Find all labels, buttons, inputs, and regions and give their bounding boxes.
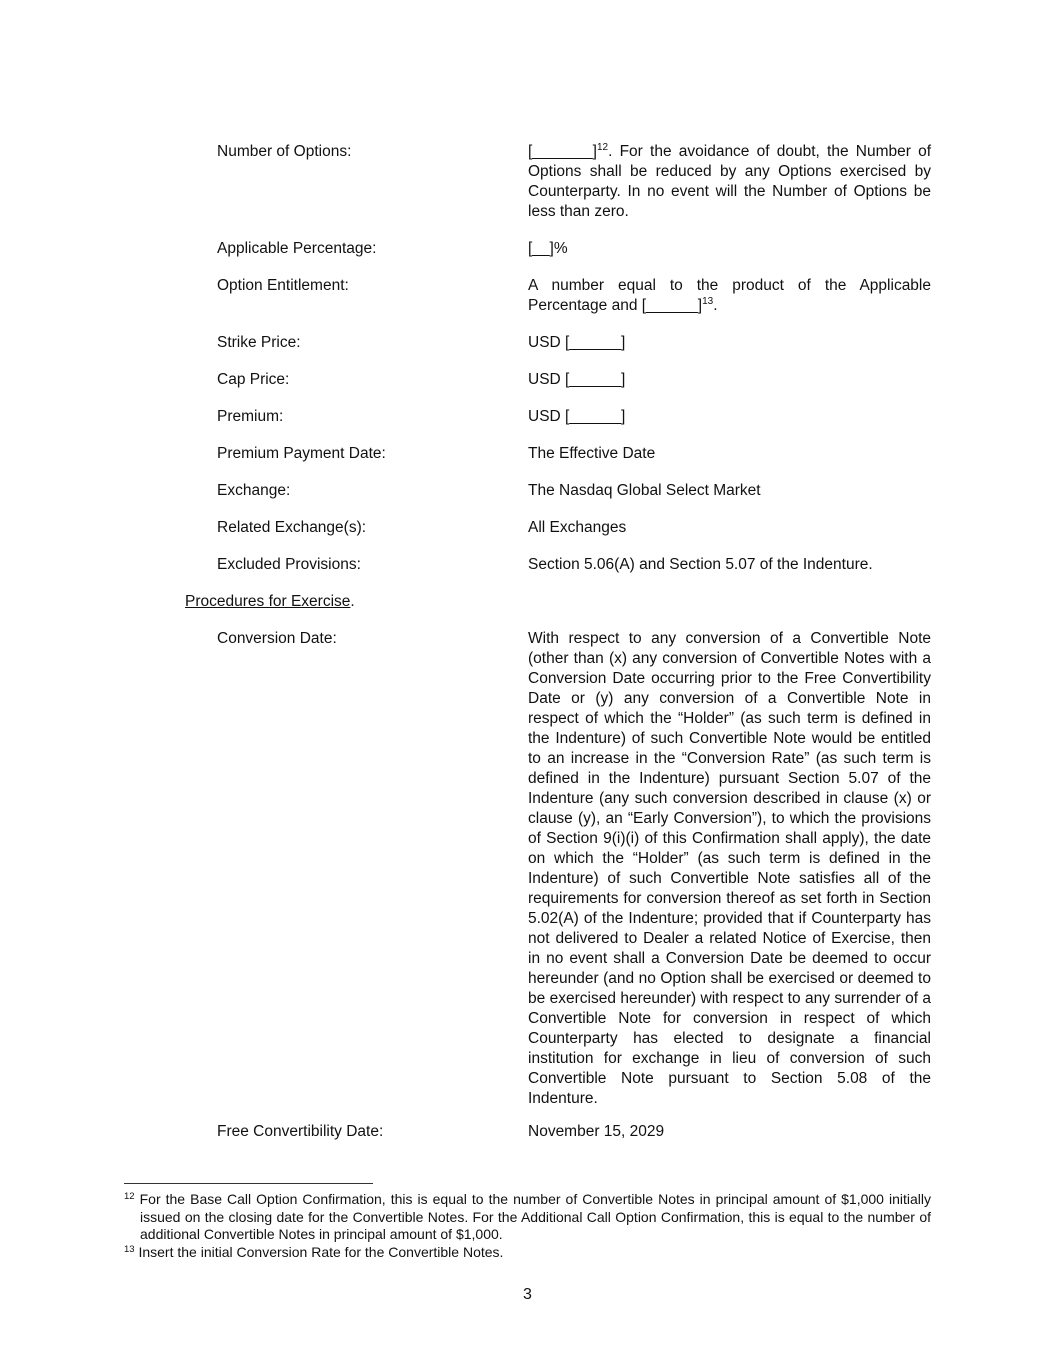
term-label: Exchange: bbox=[217, 482, 291, 499]
footnote-ref[interactable]: 13 bbox=[702, 296, 714, 307]
term-value: Section 5.06(A) and Section 5.07 of the Indenture. bbox=[528, 556, 873, 573]
term-text: A number equal to the product of the Applicable Percentage and [______] bbox=[528, 277, 931, 314]
term-label: Free Convertibility Date: bbox=[217, 1123, 384, 1140]
footnote-text: Insert the initial Conversion Rate for the Convertible Notes. bbox=[138, 1243, 504, 1260]
term-value bbox=[528, 276, 931, 316]
term-value: The Effective Date bbox=[528, 445, 656, 462]
term-value bbox=[528, 142, 931, 222]
term-label: Cap Price: bbox=[217, 371, 290, 388]
term-value: USD [______] bbox=[528, 371, 626, 388]
term-label: Conversion Date: bbox=[217, 630, 337, 647]
term-label: Number of Options: bbox=[217, 143, 352, 160]
footnote-ref[interactable]: 12 bbox=[596, 142, 609, 153]
term-value: All Exchanges bbox=[528, 519, 627, 536]
term-value: The Nasdaq Global Select Market bbox=[528, 482, 761, 499]
term-label: Option Entitlement: bbox=[217, 277, 349, 294]
term-text-tail: . bbox=[713, 297, 718, 314]
footnote-number: 13 bbox=[124, 1243, 135, 1255]
term-value: November 15, 2029 bbox=[528, 1123, 665, 1140]
blank-field: [_______] bbox=[528, 143, 597, 160]
footnote bbox=[124, 1191, 931, 1244]
footnotes bbox=[124, 1191, 931, 1261]
footnote-number: 12 bbox=[124, 1191, 135, 1202]
term-label: Excluded Provisions: bbox=[217, 556, 361, 573]
term-label: Applicable Percentage: bbox=[217, 240, 377, 257]
term-value: USD [______] bbox=[528, 408, 626, 425]
section-heading-text: Procedures for Exercise bbox=[185, 593, 351, 610]
term-label: Premium Payment Date: bbox=[217, 445, 386, 462]
term-label: Strike Price: bbox=[217, 334, 301, 351]
term-value: With respect to any conversion of a Convertible Note (other than (x) any conversion of Convertible Notes with a Conversion Date occurring prior to the Free Convertibility Date or (y) any conversion of a Convertible Note in respect of which the “Holder” (as such term is defined in the Indenture) of such Convertible Note would be entitled to an increase in the “Conversion Rate” (as such term is defined in the Indenture) pursuant Section 5.07 of the Indenture (any such conversion described in clause (x) or clause (y), an “Early Conversion”), to which the provisions of Section 9(i)(i) of this Confirmation shall apply), the date on which the “Holder” (as such term is defined in the Indenture) of such Convertible Note satisfies all of the requirements for conversion thereof as set forth in Section 5.02(A) of the Indenture; provided that if Counterparty has not delivered to Dealer a related Notice of Exercise, then in no event shall a Conversion Date be deemed to occur hereunder (and no Option shall be exercised or deemed to be exercised hereunder) with respect to any surrender of a Convertible Note for conversion in respect of which Counterparty has elected to designate a financial institution for exchange in lieu of conversion of such Convertible Note pursuant to Section 5.08 of the Indenture. bbox=[528, 630, 931, 1107]
term-text: . For the avoidance of doubt, the Number of Options shall be reduced by any Options exercised by Counterparty. In no event will the Number of Options be less than zero. bbox=[528, 143, 931, 220]
term-value: USD [______] bbox=[528, 334, 626, 351]
footnote-text: For the Base Call Option Confirmation, this is equal to the number of Convertible Notes in principal amount of $1,000 initially issued on the closing date for the Convertible Notes. For the Additional Call Option Confirmation, this is equal to the number of additional Convertible Notes in principal amount of $1,000. bbox=[139, 1191, 931, 1242]
term-label: Related Exchange(s): bbox=[217, 519, 367, 536]
section-heading-procedures bbox=[185, 592, 355, 612]
page-number: 3 bbox=[523, 1286, 532, 1303]
section-heading-period: . bbox=[350, 593, 355, 610]
term-value: [__]% bbox=[528, 240, 568, 257]
footnote-divider bbox=[124, 1183, 373, 1184]
term-label: Premium: bbox=[217, 408, 284, 425]
footnote bbox=[124, 1244, 931, 1262]
